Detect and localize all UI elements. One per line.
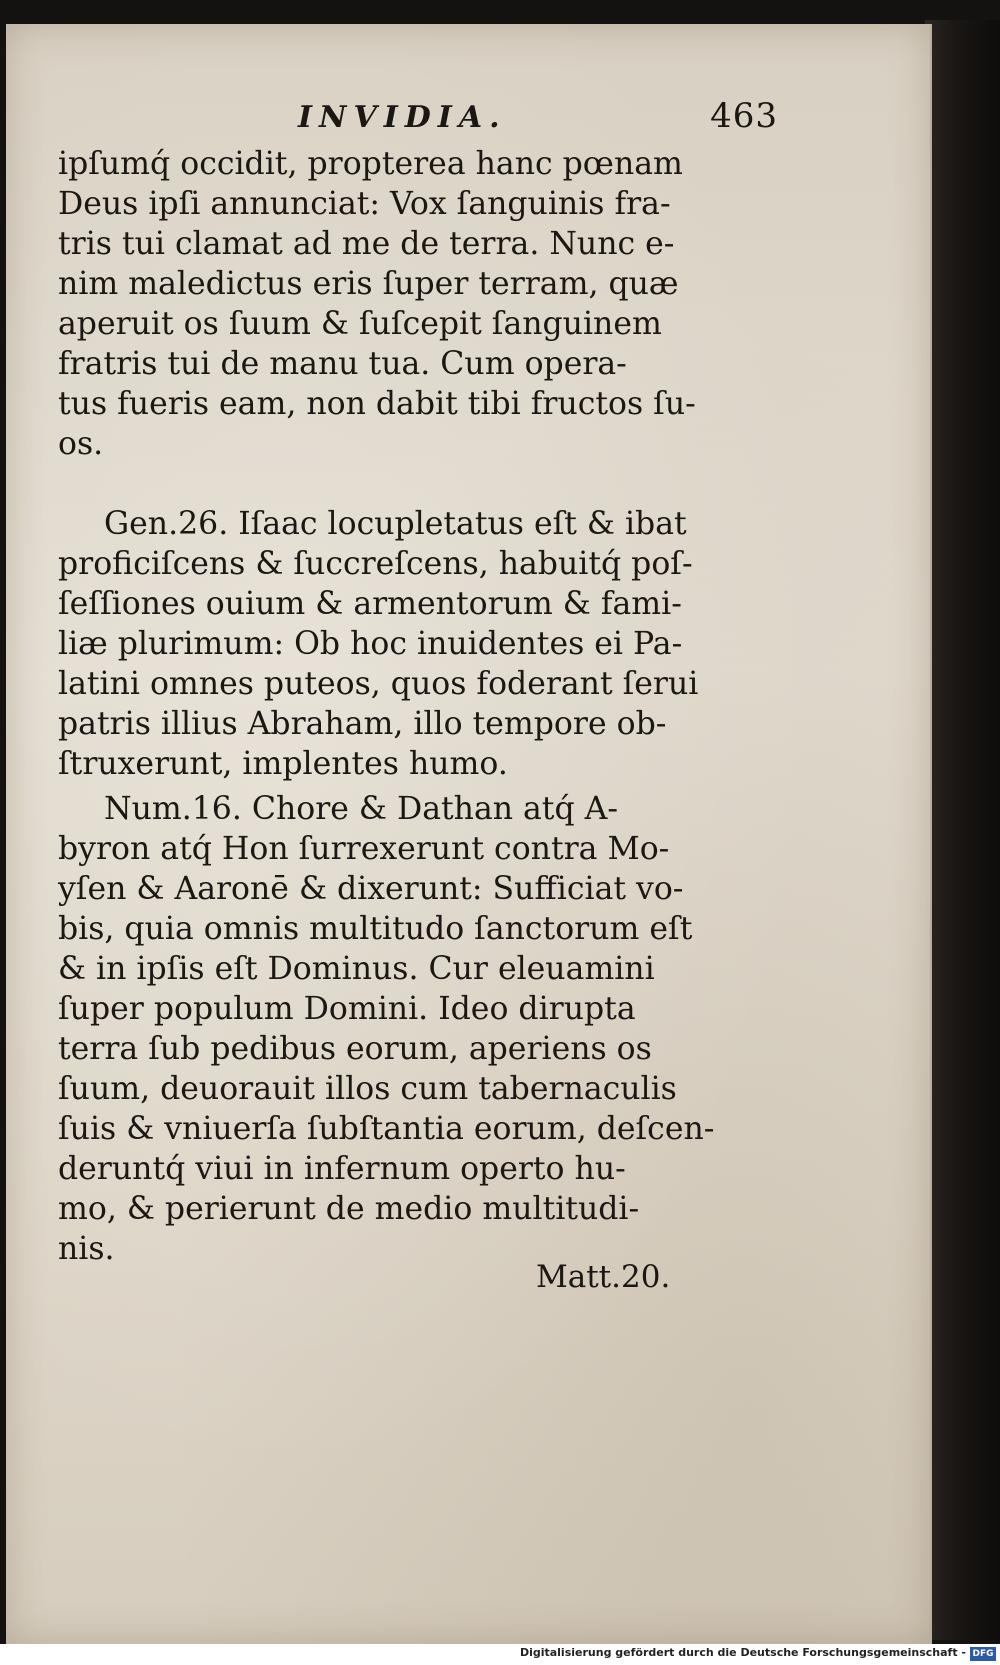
text-line: os. — [58, 426, 104, 462]
funding-credit: Digitalisierung gefördert durch die Deutsche Forschungsgemeinschaft - — [519, 1646, 966, 1659]
text-line: ſuum, deuorauit illos cum tabernaculis — [58, 1071, 677, 1107]
digitization-footer — [0, 1644, 1000, 1665]
text-line: tus fueris eam, non dabit tibi fructos ſu- — [58, 386, 696, 422]
text-line: deruntq́ viui in infernum operto hu- — [58, 1151, 626, 1187]
dfg-logo-icon: DFG — [970, 1647, 996, 1661]
text-line: ſuper populum Domini. Ideo dirupta — [58, 991, 636, 1027]
book-page — [6, 24, 932, 1644]
text-line: Deus ipſi annunciat: Vox ſanguinis fra- — [58, 186, 671, 222]
text-line: ſuis & vniuerſa ſubſtantia eorum, deſcen- — [58, 1111, 715, 1147]
text-line: nim maledictus eris ſuper terram, quæ — [58, 266, 679, 302]
text-line: & in ipſis eſt Dominus. Cur eleuamini — [58, 951, 655, 987]
running-head — [258, 88, 778, 148]
paragraph-1 — [58, 144, 728, 464]
text-line: terra ſub pedibus eorum, aperiens os — [58, 1031, 652, 1067]
text-line: aperuit os ſuum & ſuſcepit ſanguinem — [58, 306, 662, 342]
page-number: 463 — [710, 96, 778, 136]
running-head-title: INVIDIA. — [298, 100, 507, 135]
catchword: Matt.20. — [536, 1259, 671, 1295]
paragraph-2 — [58, 504, 728, 784]
text-line: ſtruxerunt, implentes humo. — [58, 746, 508, 782]
text-line: patris illius Abraham, illo tempore ob- — [58, 706, 667, 742]
text-line: ſeſſiones ouium & armentorum & fami- — [58, 586, 682, 622]
text-line: Num.16. Chore & Dathan atq́ A- — [104, 791, 619, 827]
text-line: Gen.26. Iſaac locupletatus eſt & ibat — [104, 506, 687, 542]
text-line: byron atq́ Hon ſurrexerunt contra Mo- — [58, 831, 670, 867]
text-line: mo, & perierunt de medio multitudi- — [58, 1191, 640, 1227]
text-line: liæ plurimum: Ob hoc inuidentes ei Pa- — [58, 626, 683, 662]
text-line: ipſumq́ occidit, propterea hanc pœnam — [58, 146, 683, 182]
text-line: yſen & Aaronē & dixerunt: Sufficiat vo- — [58, 871, 684, 907]
text-line: bis, quia omnis multitudo ſanctorum eſt — [58, 911, 693, 947]
book-edge — [925, 20, 1000, 1640]
text-line: latini omnes puteos, quos foderant ſerui — [58, 666, 699, 702]
text-line: proficiſcens & ſuccreſcens, habuitq́ poſ- — [58, 546, 693, 582]
text-line: tris tui clamat ad me de terra. Nunc e- — [58, 226, 675, 262]
text-line: nis. — [58, 1231, 115, 1267]
text-line: fratris tui de manu tua. Cum opera- — [58, 346, 627, 382]
paragraph-3 — [58, 789, 728, 1269]
